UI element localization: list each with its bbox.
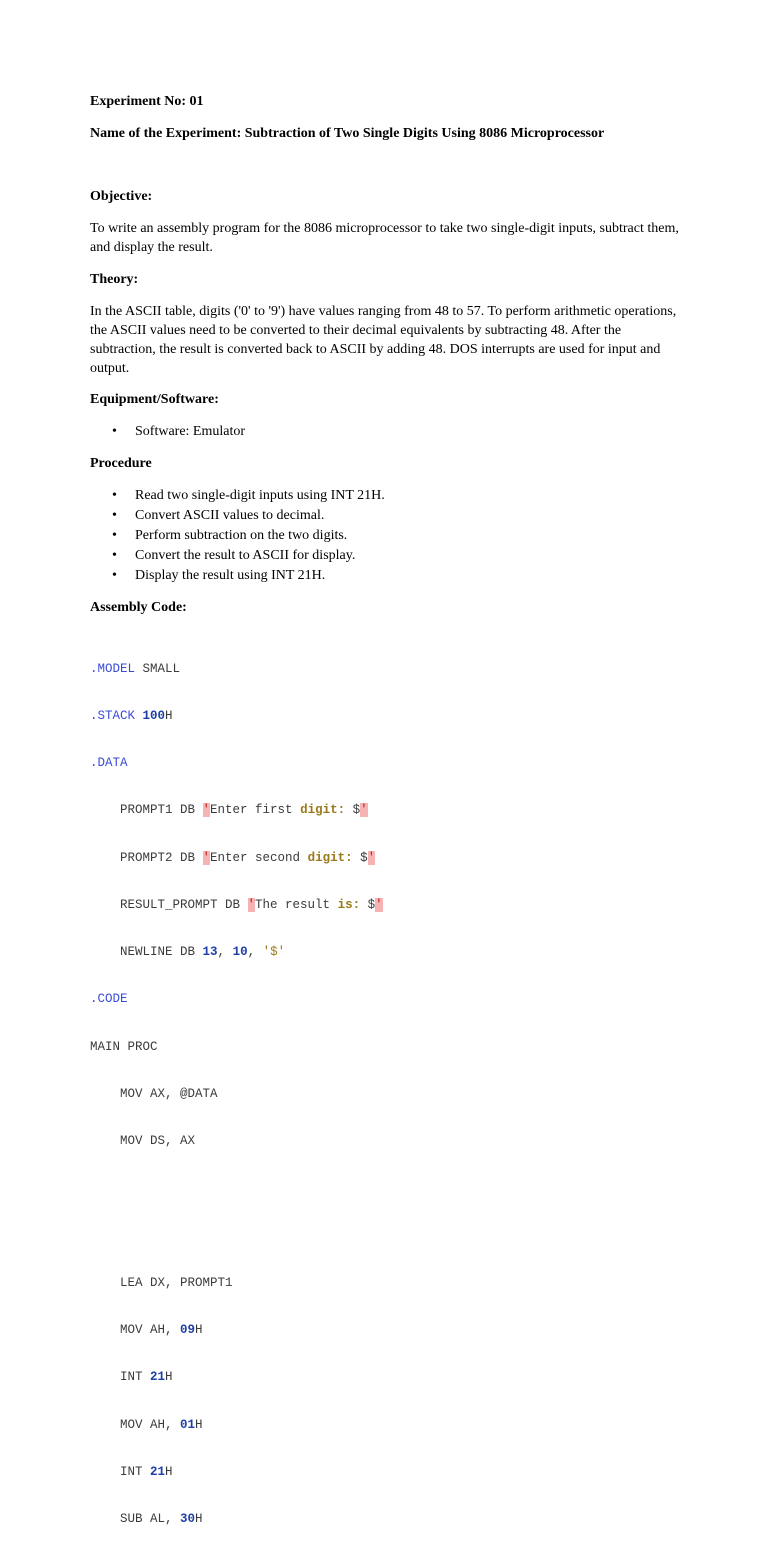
bullet-icon: •: [112, 528, 117, 543]
list-item: [90, 486, 385, 506]
code-line: SUB AL, 30H: [90, 1512, 203, 1526]
bullet-icon: •: [112, 568, 117, 583]
equipment-item-text: Software: Emulator: [135, 424, 246, 439]
assembly-heading: Assembly Code:: [90, 600, 187, 615]
code-line: .CODE: [90, 992, 128, 1007]
code-line: INT 21H: [90, 1370, 173, 1385]
code-line: MAIN PROC: [90, 1039, 158, 1054]
code-line: RESULT_PROMPT DB 'The result is: $': [90, 897, 383, 912]
code-line: NEWLINE DB 13, 10, '$': [90, 945, 286, 959]
procedure-item-text: Convert ASCII values to decimal.: [135, 508, 325, 523]
procedure-heading: Procedure: [90, 456, 152, 471]
list-item: [90, 422, 245, 442]
theory-heading: Theory:: [90, 272, 139, 287]
code-line: MOV AH, 01H: [90, 1417, 203, 1432]
bullet-icon: •: [112, 548, 117, 563]
bullet-icon: •: [112, 488, 117, 503]
code-line: LEA DX, PROMPT1: [90, 1275, 233, 1290]
code-line: INT 21H: [90, 1464, 173, 1479]
list-item: [90, 546, 385, 566]
theory-line-1: In the ASCII table, digits ('0' to '9') have values ranging from 48 to 57. To perform arithmetic operations,: [90, 304, 677, 319]
list-item: [90, 526, 385, 546]
bullet-icon: •: [112, 424, 117, 439]
experiment-number: Experiment No: 01: [90, 94, 204, 109]
procedure-list: [90, 486, 385, 586]
code-line-blank: [90, 1181, 383, 1197]
objective-heading: Objective:: [90, 189, 153, 204]
code-line: PROMPT1 DB 'Enter first digit: $': [90, 803, 368, 818]
procedure-item-text: Display the result using INT 21H.: [135, 568, 326, 583]
equipment-heading: Equipment/Software:: [90, 392, 219, 407]
equipment-list: [90, 422, 245, 442]
code-line: .STACK 100H: [90, 708, 173, 723]
assembly-code-block: [90, 630, 383, 1559]
code-line: MOV AX, @DATA: [90, 1086, 218, 1101]
theory-text: [90, 302, 676, 378]
theory-line-2: the ASCII values need to be converted to their decimal equivalents by subtracting 48. After the: [90, 323, 622, 338]
procedure-item-text: Read two single-digit inputs using INT 21H.: [135, 488, 385, 503]
objective-text: [90, 219, 679, 257]
list-item: [90, 506, 385, 526]
theory-line-4: output.: [90, 361, 130, 376]
code-line: .MODEL SMALL: [90, 661, 181, 676]
procedure-item-text: Convert the result to ASCII for display.: [135, 548, 356, 563]
bullet-icon: •: [112, 508, 117, 523]
objective-line-1: To write an assembly program for the 8086 microprocessor to take two single-digit inputs, subtract them,: [90, 221, 679, 236]
list-item: [90, 566, 385, 586]
code-line: PROMPT2 DB 'Enter second digit: $': [90, 850, 376, 865]
objective-line-2: and display the result.: [90, 240, 213, 255]
code-line: MOV AH, 09H: [90, 1323, 203, 1337]
code-line: .DATA: [90, 756, 128, 770]
theory-line-3: subtraction, the result is converted back to ASCII by adding 48. DOS interrupts are used for input and: [90, 342, 661, 357]
code-line: MOV DS, AX: [90, 1134, 196, 1148]
experiment-name: Name of the Experiment: Subtraction of Two Single Digits Using 8086 Microprocessor: [90, 126, 605, 141]
code-line-blank: [90, 1229, 383, 1245]
procedure-item-text: Perform subtraction on the two digits.: [135, 528, 348, 543]
